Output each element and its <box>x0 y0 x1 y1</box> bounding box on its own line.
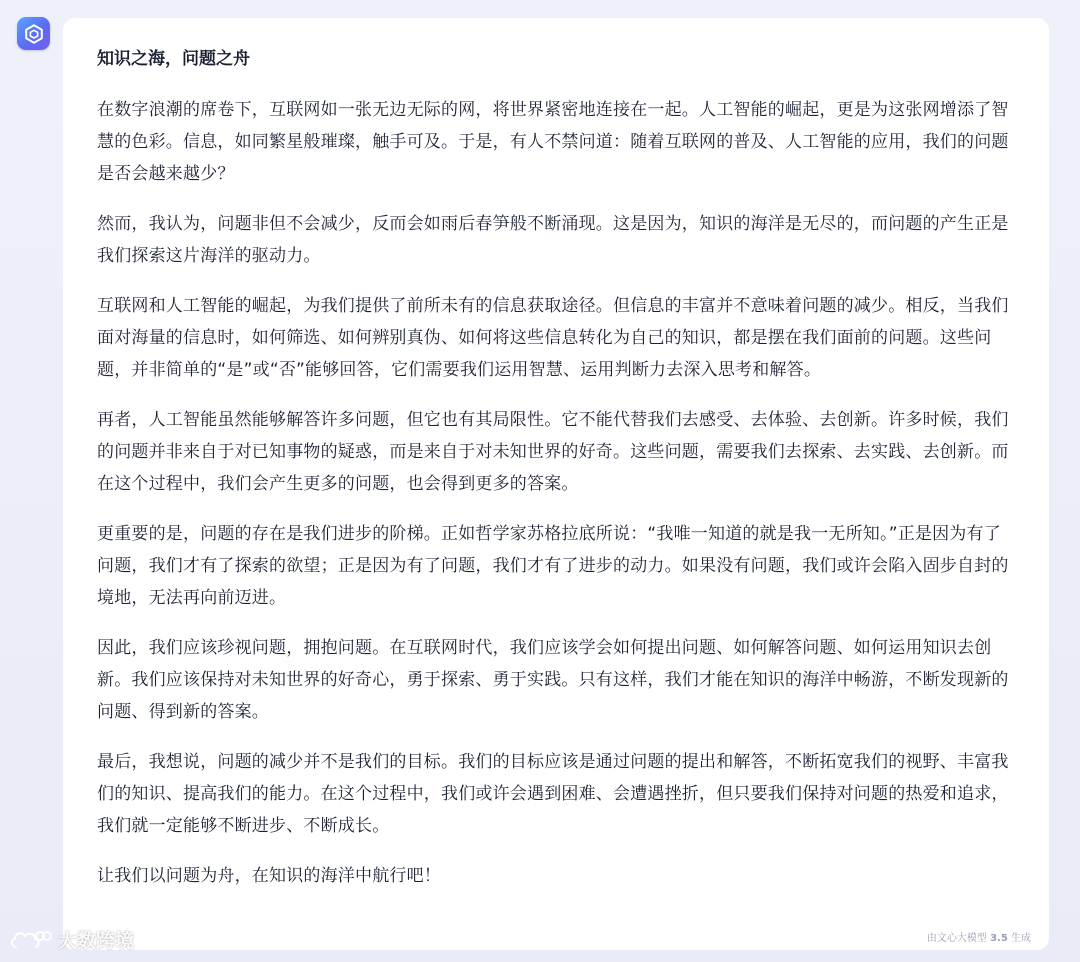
article-paragraph: 让我们以问题为舟，在知识的海洋中航行吧！ <box>97 866 441 886</box>
article-paragraph: 更重要的是，问题的存在是我们进步的阶梯。正如哲学家苏格拉底所说：“我唯一知道的就是我一无所知。”正是因为有了问题，我们才有了探索的欲望；正是因为有了问题，我们才有了进步的动力。如果没有问题，我们或许会陷入固步自封的境地，无法再向前迈进。 <box>97 524 1009 608</box>
article-paragraph: 互联网和人工智能的崛起，为我们提供了前所未有的信息获取途径。但信息的丰富并不意味着问题的减少。相反，当我们面对海量的信息时，如何筛选、如何辨别真伪、如何将这些信息转化为自己的知识，都是摆在我们面前的问题。这些问题，并非简单的“是”或“否”能够回答，它们需要我们运用智慧、运用判断力去深入思考和解答。 <box>97 296 1009 380</box>
assistant-avatar <box>17 17 50 50</box>
cloud-logo-icon <box>8 927 52 953</box>
generated-suffix: 生成 <box>1011 933 1031 944</box>
article-paragraph: 然而，我认为，问题非但不会减少，反而会如雨后春笋般不断涌现。这是因为，知识的海洋是无尽的，而问题的产生正是我们探索这片海洋的驱动力。 <box>97 214 1009 266</box>
article-title: 知识之海，问题之舟 <box>97 49 250 69</box>
generated-prefix: 由文心大模型 <box>926 933 987 944</box>
generated-by-note <box>927 929 1031 944</box>
answer-card <box>63 18 1049 950</box>
article-paragraph: 因此，我们应该珍视问题，拥抱问题。在互联网时代，我们应该学会如何提出问题、如何解答问题、如何运用知识去创新。我们应该保持对未知世界的好奇心，勇于探索、勇于实践。只有这样，我们才能在知识的海洋中畅游，不断发现新的问题、得到新的答案。 <box>97 638 1009 722</box>
cube-logo-icon <box>23 23 45 45</box>
article-paragraph: 再者，人工智能虽然能够解答许多问题，但它也有其局限性。它不能代替我们去感受、去体验、去创新。许多时候，我们的问题并非来自于对已知事物的疑惑，而是来自于对未知世界的好奇。这些问题，需要我们去探索、去实践、去创新。而在这个过程中，我们会产生更多的问题，也会得到更多的答案。 <box>97 410 1009 494</box>
watermark-text: 大数跨境 <box>58 930 135 952</box>
article-paragraph: 在数字浪潮的席卷下，互联网如一张无边无际的网，将世界紧密地连接在一起。人工智能的崛起，更是为这张网增添了智慧的色彩。信息，如同繁星般璀璨，触手可及。于是，有人不禁问道：随着互联网的普及、人工智能的应用，我们的问题是否会越来越少？ <box>97 100 1009 184</box>
watermark <box>8 926 134 953</box>
generated-version: 3.5 <box>990 933 1008 944</box>
article-paragraph: 最后，我想说，问题的减少并不是我们的目标。我们的目标应该是通过问题的提出和解答，不断拓宽我们的视野、丰富我们的知识、提高我们的能力。在这个过程中，我们或许会遇到困难、会遭遇挫折，但只要我们保持对问题的热爱和追求，我们就一定能够不断进步、不断成长。 <box>97 752 1009 836</box>
